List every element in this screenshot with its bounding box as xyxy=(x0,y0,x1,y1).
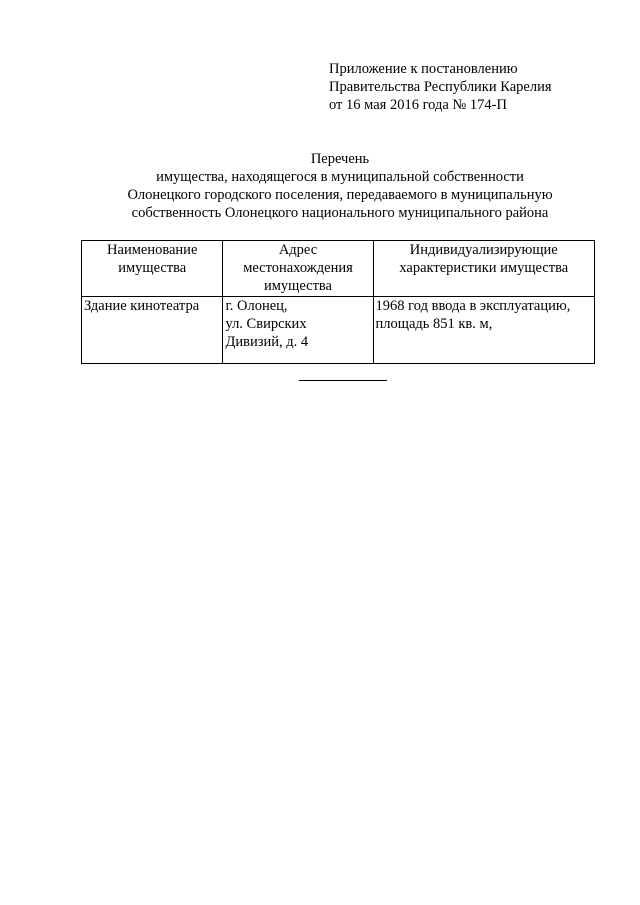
cell-address xyxy=(223,297,373,364)
header-text: Адрес xyxy=(278,242,318,258)
end-divider xyxy=(299,380,387,381)
header-address xyxy=(223,241,373,297)
header-text: характеристики имущества xyxy=(399,260,569,276)
header-text: Наименование xyxy=(107,242,198,258)
header-text: Индивидуализирующие xyxy=(409,242,558,258)
header-text: местонахождения xyxy=(243,260,353,276)
cell-text: Дивизий, д. 4 xyxy=(225,334,309,350)
cell-text: г. Олонец, xyxy=(225,298,288,314)
cell-characteristics xyxy=(373,297,594,364)
cell-text: площадь 851 кв. м, xyxy=(375,316,493,332)
appendix-reference xyxy=(329,60,552,114)
title-line: собственность Олонецкого национального муниципального района xyxy=(131,205,549,221)
table-row xyxy=(82,297,595,364)
cell-name xyxy=(82,297,223,364)
title-line: Олонецкого городского поселения, передаваемого в муниципальную xyxy=(127,187,553,203)
cell-text: Здание кинотеатра xyxy=(84,298,200,314)
appendix-line: Приложение к постановлению xyxy=(329,61,518,77)
header-name xyxy=(82,241,223,297)
title-line: имущества, находящегося в муниципальной собственности xyxy=(156,169,524,185)
cell-text: ул. Свирских xyxy=(225,316,307,332)
header-characteristics xyxy=(373,241,594,297)
header-text: имущества xyxy=(263,278,332,294)
appendix-line: Правительства Республики Карелия xyxy=(329,79,552,95)
cell-text: 1968 год ввода в эксплуатацию, xyxy=(375,298,571,314)
header-text: имущества xyxy=(118,260,187,276)
appendix-line: от 16 мая 2016 года № 174-П xyxy=(329,97,507,113)
table-header-row xyxy=(82,241,595,297)
property-table xyxy=(81,240,595,364)
title-heading: Перечень xyxy=(310,151,370,167)
document-title xyxy=(80,150,600,222)
